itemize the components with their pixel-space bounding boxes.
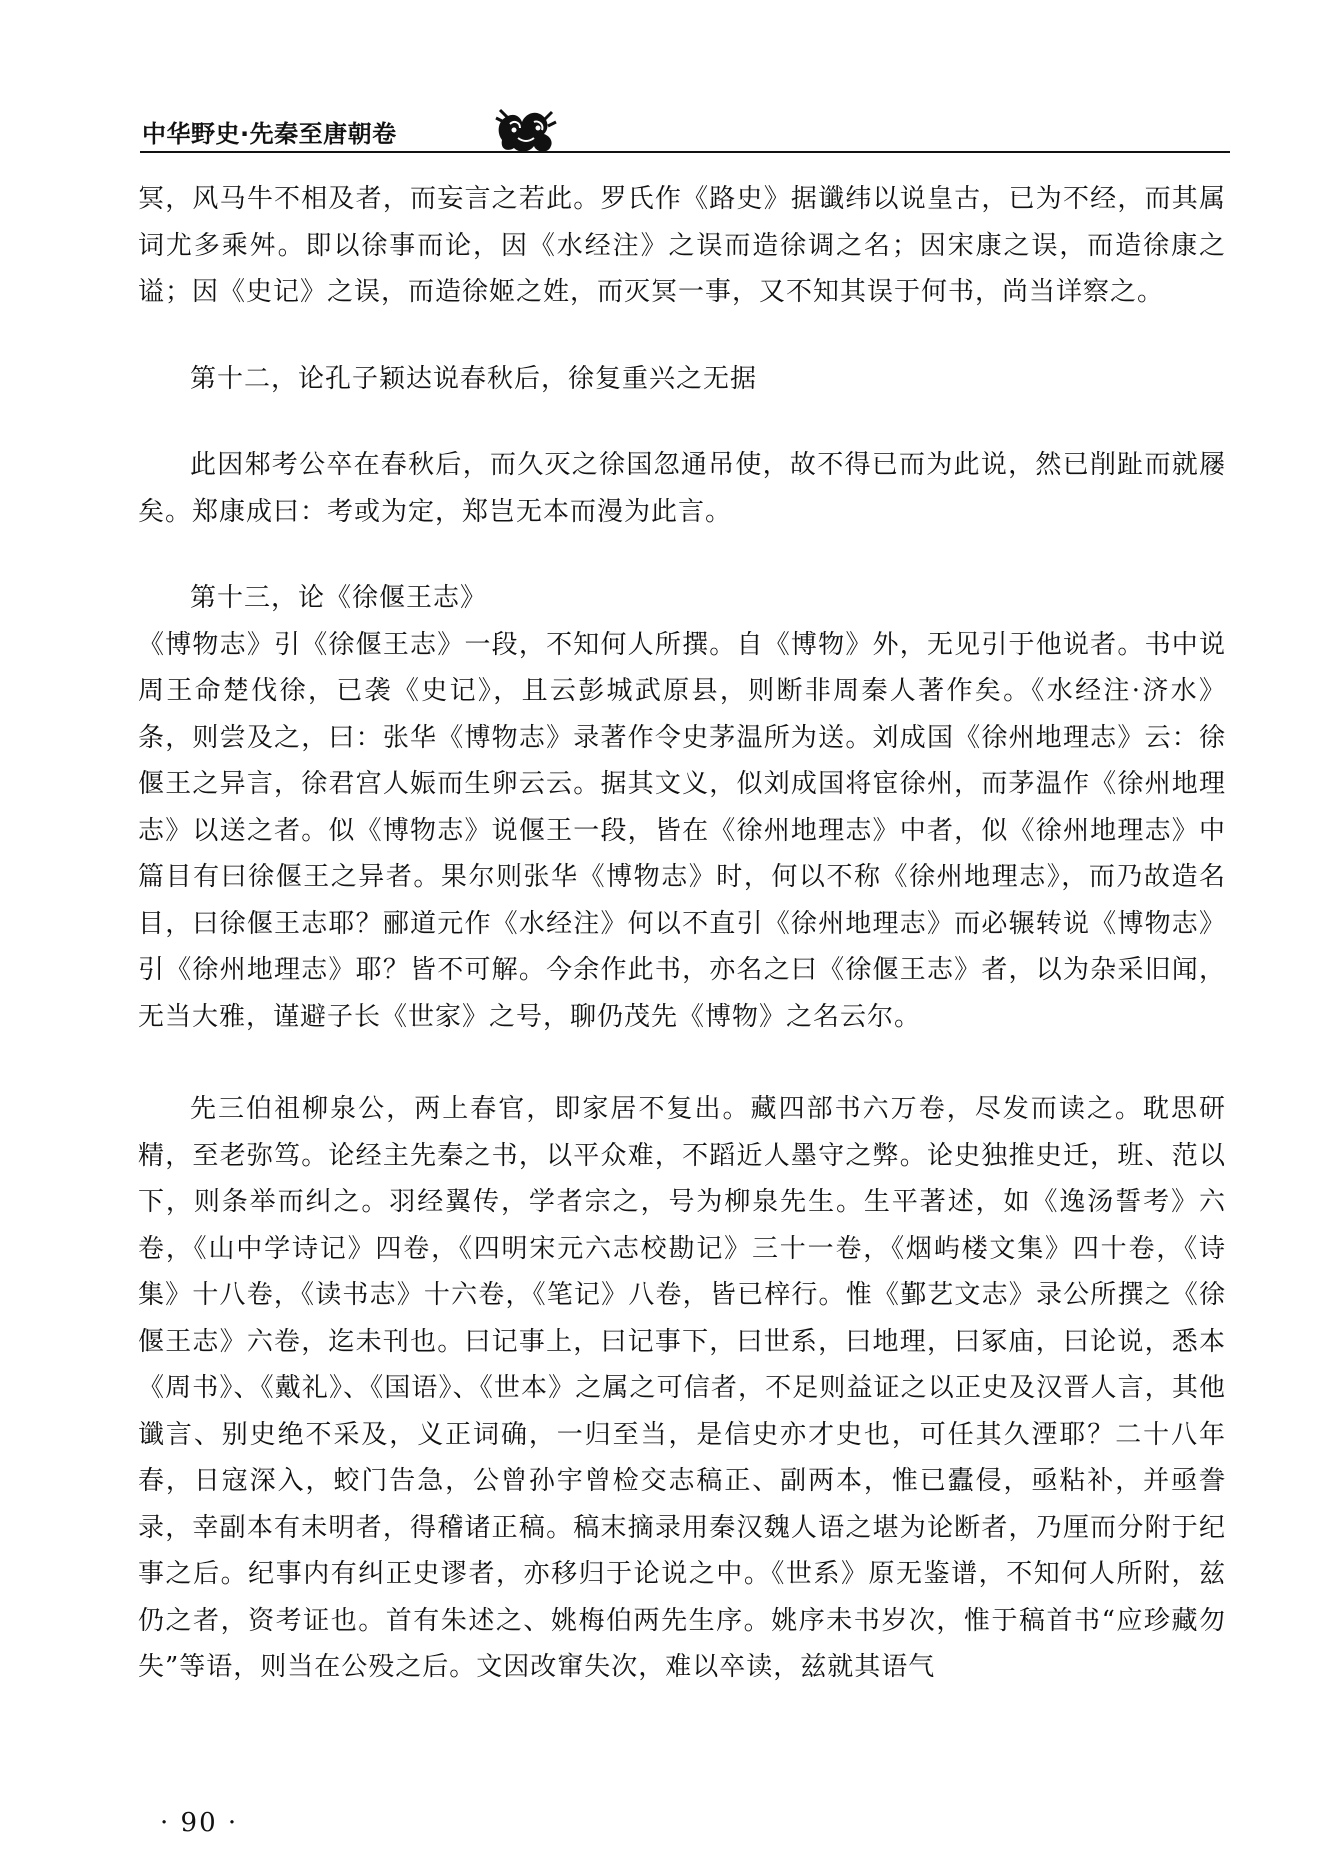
paragraph: 先三伯祖柳泉公，两上春官，即家居不复出。藏四部书六万卷，尽发而读之。耽思研精，至老弥笃。论经主先秦之书，以平众难，不蹈近人墨守之弊。论史独推史迁，班、范以下，则条举而纠之。羽经翼传，学者宗之，号为柳泉先生。生平著述，如《逸汤誓考》六卷，《山中学诗记》四卷，《四明宋元六志校勘记》三十一卷，《烟屿楼文集》四十卷，《诗集》十八卷，《读书志》十六卷，《笔记》八卷，皆已梓行。惟《鄞艺文志》录公所撰之《徐偃王志》六卷，迄未刊也。曰记事上，曰记事下，曰世系，曰地理，曰冢庙，曰论说，悉本《周书》、《戴礼》、《国语》、《世本》之属之可信者，不足则益证之以正史及汉晋人言，其他谶言、别史绝不采及，义正词确，一归至当，是信史亦才史也，可任其久湮耶？二十八年春，日寇深入，蛟门告急，公曾孙宇曾检交志稿正、副两本，惟已蠹侵，亟粘补，并亟誊录，幸副本有未明者，得稽诸正稿。稿末摘录用秦汉魏人语之堪为论断者，乃厘而分附于纪事之后。纪事内有纠正史谬者，亦移归于论说之中。《世系》原无鉴谱，不知何人所附，兹仍之者，资考证也。首有朱述之、姚梅伯两先生序。姚序未书岁次，惟于稿首书“应珍藏勿失”等语，则当在公殁之后。文因改窜失次，难以卒读，兹就其语气 (138, 1094, 1226, 1682)
book-title: 中华野史·先秦至唐朝卷 (142, 120, 397, 148)
section-heading: 第十三，论《徐偃王志》 (190, 583, 488, 613)
page-number: · 90 · (160, 1808, 239, 1838)
running-header (140, 100, 1230, 160)
paragraph: 《博物志》引《徐偃王志》一段，不知何人所撰。自《博物》外，无见引于他说者。书中说周王命楚伐徐，已袭《史记》，且云彭城武原县，则断非周秦人著作矣。《水经注·济水》条，则尝及之，曰：张华《博物志》录著作令史茅温所为送。刘成国《徐州地理志》云：徐偃王之异言，徐君宫人娠而生卵云云。据其文义，似刘成国将宦徐州，而茅温作《徐州地理志》以送之者。似《博物志》说偃王一段，皆在《徐州地理志》中者，似《徐州地理志》中篇目有曰徐偃王之异者。果尔则张华《博物志》时，何以不称《徐州地理志》，而乃故造名目，曰徐偃王志耶？郦道元作《水经注》何以不直引《徐州地理志》而必辗转说《博物志》引《徐州地理志》耶？皆不可解。今余作此书，亦名之曰《徐偃王志》者，以为杂采旧闻，无当大雅，谨避子长《世家》之号，聊仍茂先《博物》之名云尔。 (138, 629, 1226, 1032)
header-rule (140, 151, 1230, 153)
paragraph: 冥，风马牛不相及者，而妄言之若此。罗氏作《路史》据谶纬以说皇古，已为不经，而其属词尤多乘舛。即以徐事而论，因《水经注》之误而造徐调之名；因宋康之误，而造徐康之谥；因《史记》之误，而造徐姬之姓，而灭冥一事，又不知其误于何书，尚当详察之。 (138, 184, 1226, 307)
dragon-emblem-icon (490, 100, 562, 158)
section-heading: 第十二，论孔子颖达说春秋后，徐复重兴之无据 (190, 363, 758, 394)
paragraph: 此因邾考公卒在春秋后，而久灭之徐国忽通吊使，故不得已而为此说，然已削趾而就屦矣。郑康成曰：考或为定，郑岂无本而漫为此言。 (138, 450, 1226, 527)
page-body (138, 176, 1226, 1691)
